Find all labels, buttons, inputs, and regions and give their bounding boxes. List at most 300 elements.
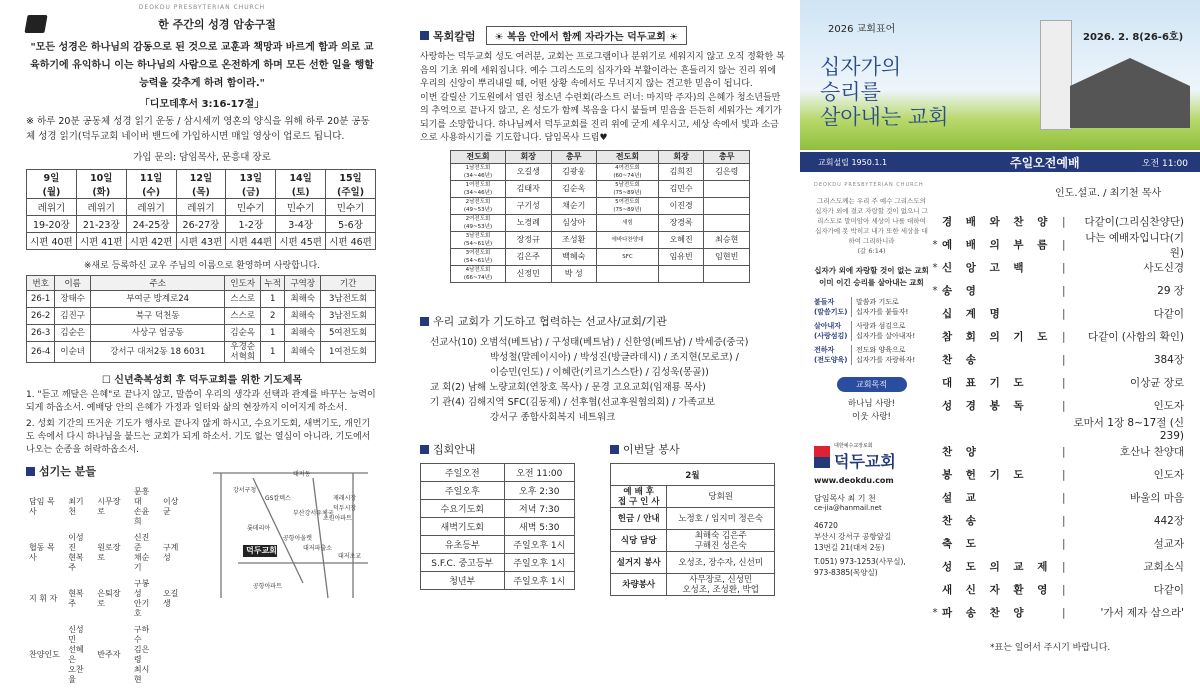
dept-cell: 임현빈 — [704, 249, 750, 266]
server-cell: 구계성 — [162, 543, 179, 562]
prayer-2: 2. 성회 기간의 뜨거운 기도가 행사로 끝나지 않게 하시고, 수요기도회, 새벽기도, 개인기도 속에서 다시 하나님을 붙드는 교회가 되게 하소서. 기도 없는 열심이 아니라, 기도에서 나오는 순종을 허락하옵소서. — [26, 419, 371, 455]
server-cell: 반주자 — [97, 650, 121, 659]
worship-item-value: 교회소식 — [1143, 561, 1184, 573]
bullet-square-icon — [420, 317, 429, 326]
column-text: 사랑하는 덕두교회 성도 여러분, 교회는 프로그램이나 분위기로 세워지지 않고 오직 정확한 복음의 기초 위에 세워집니다. 예수 그리스도의 십자가와 부활이라는 흔들리지 않는 진리 위에 우리의 신앙이 뿌리내릴 때, 어떤 상황 속에서도 무너지지 않는 견고한 믿음이 됩니다. 이번 갈릴산 기도원에서 열린 청소년 수련회(라스트 러너: 마지막 주자)의 은혜가 청소년들만의 추억으로 끝나지 않고, 온 성도가 함께 복음을 다시 붙들며 믿음을 든든히 세워가는 계기가 되기를 소망합니다. 하나님께서 덕두교회를 진리 위에 굳게 세우시고, 세상 속에서 빛과 소금으로 사용하시기를 기도합니다. 담임목사 드림♥ — [420, 52, 785, 143]
mission-line: 기 관(4) 김해지역 SFC(김동제) / 선후협(선교후원협의회) / 가족교보 — [430, 397, 716, 408]
verse-text: "모든 성경은 하나님의 감동으로 된 것으로 교훈과 책망과 바르게 함과 의로 교육하기에 유익하니 이는 하나님의 사람으로 온전하게 하며 모든 선한 일을 행할 능력을 갖추게 하려 함이라." — [30, 42, 374, 89]
calendar-cell: 13일 (금) — [226, 170, 276, 199]
dept-cell: 임유빈 — [658, 249, 704, 266]
logo-small-text: 대한예수교장로회 — [834, 443, 873, 449]
slogan-item — [814, 297, 929, 317]
register-cell: 스스로 — [225, 291, 261, 308]
register-cell: 26-3 — [27, 325, 55, 342]
dept-cell: 에바다찬양대 — [597, 232, 659, 249]
dept-cell: 김희진 — [658, 164, 704, 181]
register-header: 번호 — [27, 276, 55, 291]
table-row — [27, 325, 376, 342]
calendar-cell: 3-4장 — [276, 216, 326, 233]
divider: | — [1062, 583, 1066, 596]
register-cell: 김순은 — [55, 325, 91, 342]
register-cell: 최해숙 — [285, 308, 321, 325]
dept-cell: 오길생 — [505, 164, 551, 181]
calendar-cell: 시편 40편 — [27, 233, 77, 250]
church-logo-icon — [814, 446, 830, 468]
serve-cell: 차량봉사 — [611, 574, 667, 596]
prayer-title: ☐ 신년축복성회 후 덕두교회를 위한 기도제목 — [101, 375, 303, 386]
dept-cell: 김순옥 — [551, 181, 597, 198]
register-cell: 최해숙 — [285, 325, 321, 342]
worship-item-value: 나는 예배자입니다(기원) — [1085, 231, 1184, 259]
mission-line: 선교사(10) 오범석(베트남) / 구성태(베트남) / 신한영(베트남) / 박세증(중국) — [430, 337, 749, 348]
divider: | — [1062, 215, 1066, 228]
register-cell: 김순옥 — [225, 325, 261, 342]
dept-cell: 백혜숙 — [551, 249, 597, 266]
church-building-icon — [1040, 20, 1072, 130]
worship-item — [928, 440, 1200, 463]
worship-item — [928, 486, 1200, 509]
dept-cell: 1여전도회 (34~46년) — [451, 181, 506, 198]
calendar-cell: 시편 44편 — [226, 233, 276, 250]
dept-cell: 장정규 — [505, 232, 551, 249]
email: ce-jia@hanmail.net — [814, 504, 882, 512]
dept-header: 회장 — [658, 150, 704, 164]
slogan-item-key: 붙들자 (말씀기도) — [814, 297, 852, 317]
worship-item — [928, 601, 1200, 624]
bullet-square-icon — [420, 445, 429, 454]
server-cell: 구하수 김은령 최시현 — [133, 625, 150, 684]
stand-mark: * — [932, 284, 938, 297]
table-row — [27, 342, 376, 363]
panel-left — [0, 0, 392, 684]
calendar-cell: 10일 (화) — [76, 170, 126, 199]
calendar-cell: 시편 43편 — [176, 233, 226, 250]
mission-line: 박성철(말레이시아) / 박성진(방글라데시) / 조지현(모로코) / — [490, 352, 739, 363]
worship-item — [928, 348, 1200, 371]
worship-item — [928, 463, 1200, 486]
order-of-worship — [928, 210, 1200, 624]
register-cell: 북구 덕천동 — [91, 308, 225, 325]
meeting-cell: 주일오후 1시 — [504, 554, 574, 572]
calendar-cell: 레위기 — [126, 199, 176, 216]
worship-item-value: 호산나 찬양대 — [1119, 446, 1184, 458]
pastor-name: 담임목사 최 기 천 — [814, 494, 876, 503]
reading-contact: 가입 문의: 담임목사, 문흥대 장로 — [133, 152, 271, 163]
goal-text: 하나님 사랑! 이웃 사랑! — [847, 399, 896, 422]
register-table — [26, 275, 376, 363]
dept-cell: 2여전도회 (49~53년) — [451, 215, 506, 232]
calendar-cell: 시편 46편 — [326, 233, 376, 250]
map-label: 덕두시장 — [333, 505, 357, 512]
worship-item-label: 찬 송 — [942, 515, 981, 527]
register-cell: 1 — [261, 342, 285, 363]
worship-item-label: 송 영 — [942, 285, 981, 297]
service-title: 주일오전예배 — [1010, 155, 1080, 170]
worship-item-label: 경 배 와 찬 양 — [942, 216, 1053, 228]
meeting-cell: 유초등부 — [421, 536, 505, 554]
map-label: 롯데리아 — [247, 525, 271, 532]
register-note: ※새로 등록하신 교우 주님의 이름으로 환영하며 사랑합니다. — [83, 261, 321, 271]
register-cell: 1 — [261, 325, 285, 342]
calendar-cell: 24-25장 — [126, 216, 176, 233]
meeting-cell: S.F.C. 중고등부 — [421, 554, 505, 572]
register-header: 누적 — [261, 276, 285, 291]
website: www.deokdu.com — [814, 476, 894, 485]
register-header: 이름 — [55, 276, 91, 291]
worship-item — [928, 555, 1200, 578]
panel-right — [800, 0, 1200, 658]
calendar-cell: 레위기 — [176, 199, 226, 216]
divider: | — [1062, 468, 1066, 481]
dept-cell: 장경록 — [658, 215, 704, 232]
dept-cell: 노경례 — [505, 215, 551, 232]
dept-cell: 박 성 — [551, 266, 597, 283]
worship-item-label: 찬 송 — [942, 354, 981, 366]
verse-title: 한 주간의 성경 암송구절 — [158, 18, 276, 31]
divider: | — [1062, 284, 1066, 297]
server-cell: 신성민 선혜은 오찬율 — [68, 625, 84, 684]
dept-header: 총무 — [551, 150, 597, 164]
dept-cell: 오혜진 — [658, 232, 704, 249]
motto: 십자가의 승리를 살아내는 교회 — [820, 55, 949, 129]
stand-mark: * — [932, 238, 938, 251]
dept-cell — [704, 198, 750, 215]
dept-cell — [704, 266, 750, 283]
map-label: 부산강서우체국 — [293, 510, 334, 517]
dept-cell: 1남전도회 (34~46년) — [451, 164, 506, 181]
server-cell: 담임 목사 — [29, 497, 55, 516]
server-cell: 찬양인도 — [29, 650, 60, 659]
meeting-title: 집회안내 — [433, 443, 476, 456]
meeting-cell: 저녁 7:30 — [504, 500, 574, 518]
dept-header: 전도회 — [597, 150, 659, 164]
serve-cell: 설거지 봉사 — [611, 552, 667, 574]
calendar-cell: 시편 45편 — [276, 233, 326, 250]
serve-cell: 오성조, 장수자, 신선미 — [667, 552, 775, 574]
dept-header: 총무 — [704, 150, 750, 164]
serve-title: 이번달 봉사 — [623, 443, 680, 456]
worship-item — [928, 394, 1200, 417]
calendar-cell: 11일 (수) — [126, 170, 176, 199]
calendar-cell: 15일 (주일) — [326, 170, 376, 199]
divider: | — [1062, 606, 1066, 619]
worship-item — [928, 417, 1200, 440]
meeting-cell: 주일오후 — [421, 482, 505, 500]
worship-item-value: 바울의 마음 — [1129, 492, 1184, 504]
mission-line: 이승민(인도) / 이혜란(키르기스스탄) / 김성욱(몽골)) — [490, 367, 709, 378]
dept-cell: SFC — [597, 249, 659, 266]
worship-item-value: 로마서 1장 8~17절 (신 239) — [1073, 417, 1184, 442]
dept-cell: 4여전도회 (60~74년) — [597, 164, 659, 181]
worship-item-value: 29 장 — [1157, 285, 1184, 297]
slogan-item — [814, 345, 929, 365]
leader-line: 인도.설교. / 최기천 목사 — [1055, 188, 1162, 199]
worship-item-value: 다같이(그리심찬양단) — [1084, 216, 1184, 228]
worship-item-value: 인도자 — [1153, 469, 1184, 481]
server-cell — [160, 622, 189, 688]
server-cell: 현복주 — [68, 589, 84, 608]
worship-item-value: 인도자 — [1153, 400, 1184, 412]
mission-title: 우리 교회가 기도하고 협력하는 선교사/교회/기관 — [433, 315, 667, 328]
dept-cell: 김민수 — [658, 181, 704, 198]
server-cell: 원로장로 — [97, 543, 121, 562]
logo-text: 덕두교회 — [834, 452, 896, 471]
meeting-cell: 오전 11:00 — [504, 464, 574, 482]
register-cell: 최해숙 — [285, 291, 321, 308]
server-cell: 시무장로 — [97, 497, 121, 516]
divider: | — [1062, 261, 1066, 274]
server-cell: 이상균 — [162, 497, 179, 516]
worship-item — [928, 256, 1200, 279]
bible-icon — [24, 15, 47, 33]
dept-cell: 3여전도회 (54~61년) — [451, 249, 506, 266]
meeting-cell: 주일오전 — [421, 464, 505, 482]
worship-item-label: 십 계 명 — [942, 308, 1005, 320]
map-label: GS칼텍스 — [265, 495, 291, 502]
meeting-cell: 주일오후 1시 — [504, 572, 574, 590]
server-cell: 은퇴장로 — [97, 589, 121, 608]
slogan-item-text: 말씀과 기도로 십자가를 붙들자! — [856, 298, 909, 316]
column-heading: ☀ 복음 안에서 함께 자라가는 덕두교회 ☀ — [486, 26, 688, 45]
calendar-cell: 민수기 — [276, 199, 326, 216]
dept-cell: 조성환 — [551, 232, 597, 249]
meeting-cell: 수요기도회 — [421, 500, 505, 518]
divider: | — [1062, 537, 1066, 550]
map-label: 대저동 — [293, 471, 311, 478]
meeting-cell: 오후 2:30 — [504, 482, 574, 500]
divider: | — [1062, 238, 1066, 251]
serve-cell: 사무장로, 신성민 오성조, 조성환, 박업 — [667, 574, 775, 596]
slogan-item-key: 살아내자 (사랑섬김) — [814, 321, 852, 341]
worship-item-label: 성 도 의 교 제 — [942, 561, 1053, 573]
calendar-cell: 19-20장 — [27, 216, 77, 233]
server-cell: 구봉성 안기호 — [133, 579, 150, 618]
reading-calendar — [26, 169, 376, 250]
server-cell: 협동 목사 — [29, 543, 55, 562]
church-roof — [1070, 58, 1190, 128]
worship-item-value: 442장 — [1153, 515, 1184, 527]
worship-item-label: 봉 헌 기 도 — [942, 469, 1029, 481]
divider: | — [1062, 491, 1066, 504]
serve-month: 2월 — [611, 464, 775, 486]
service-time: 오전 11:00 — [1141, 158, 1188, 169]
slogan-item-key: 전하자 (전도양육) — [814, 345, 852, 365]
divider: | — [1062, 376, 1066, 389]
motto-year: 2026 교회표어 — [828, 24, 896, 35]
map-label: 대저초교 — [338, 553, 362, 560]
worship-item-value: 사도신경 — [1143, 262, 1184, 274]
divider: | — [1062, 399, 1066, 412]
church-en-label: DEOKDU PRESBYTERIAN CHURCH — [138, 4, 266, 11]
goal-title: 교회목적 — [837, 377, 907, 392]
calendar-cell: 민수기 — [226, 199, 276, 216]
calendar-cell: 14일 (토) — [276, 170, 326, 199]
dept-cell: 4남전도회 (66~74년) — [451, 266, 506, 283]
hymn-verse: 그리스도께는 우리 주 예수 그리스도의 십자가 외에 결코 자랑할 것이 없으니 그리스도로 말미암아 세상이 나를 대하여 십자가에 못 박히고 내가 또한 세상을 대하여 그리하니라 — [815, 197, 928, 245]
serve-cell: 당회원 — [667, 486, 775, 508]
register-cell: 최해숙 — [285, 342, 321, 363]
dept-cell: 심상아 — [551, 215, 597, 232]
issue-date: 2026. 2. 8(26-6호) — [1083, 32, 1184, 43]
worship-item-label: 새 신 자 환 영 — [942, 584, 1053, 596]
mission-line: 교 회(2) 남해 노량교회(연창호 목사) / 문경 고요교회(임재룡 목사) — [430, 382, 706, 393]
dept-cell: 5남전도회 (75~89년) — [597, 181, 659, 198]
dept-cell: 최승현 — [704, 232, 750, 249]
worship-item-label: 파 송 찬 양 — [942, 607, 1029, 619]
dept-cell: 구기성 — [505, 198, 551, 215]
serve-table — [610, 463, 775, 596]
worship-item-value: 이상균 장로 — [1129, 377, 1184, 389]
register-header: 구역장 — [285, 276, 321, 291]
founded-bar — [800, 152, 1200, 172]
table-row — [27, 308, 376, 325]
register-cell: 2 — [261, 308, 285, 325]
worship-item-label: 축 도 — [942, 538, 981, 550]
worship-item-label: 참 회 의 기 도 — [942, 331, 1053, 343]
footer-note: *표는 일어서 주시기 바랍니다. — [990, 643, 1111, 653]
dept-cell: 새힘 — [597, 215, 659, 232]
slogan-item-text: 전도와 양육으로 십자가를 자랑하자! — [856, 346, 916, 364]
dept-cell: 2남전도회 (49~53년) — [451, 198, 506, 215]
phone: T.051) 973-1253(사무실), 973-8385(목양실) — [814, 557, 906, 577]
divider: | — [1062, 307, 1066, 320]
department-table — [450, 150, 750, 284]
divider: | — [1062, 330, 1066, 343]
server-cell: 이성진 현복주 — [68, 533, 84, 572]
server-cell: 최기천 — [68, 497, 84, 516]
dept-cell: 채순기 — [551, 198, 597, 215]
server-cell: 신진준 채순기 — [133, 533, 150, 572]
worship-item — [928, 325, 1200, 348]
dept-cell: 5여전도회 (75~89년) — [597, 198, 659, 215]
server-cell: 지 휘 자 — [29, 594, 58, 603]
worship-item-value: 다같이 — [1153, 584, 1184, 596]
register-cell: 강서구 대저2동 18 6031 — [91, 342, 225, 363]
register-cell: 우경순 서혁희 — [225, 342, 261, 363]
worship-item-value: 다같이 (사함의 확인) — [1087, 331, 1184, 343]
worship-item — [928, 302, 1200, 325]
verse-ref: 「디모데후서 3:16-17절」 — [139, 99, 265, 110]
dept-cell: 김태자 — [505, 181, 551, 198]
dept-cell: 이진경 — [658, 198, 704, 215]
divider: | — [1062, 514, 1066, 527]
divider: | — [1062, 353, 1066, 366]
worship-item — [928, 509, 1200, 532]
register-cell: 이순녀 — [55, 342, 91, 363]
serve-cell: 최해숙 김은주 구해진 성은숙 — [667, 530, 775, 552]
meeting-cell: 청년부 — [421, 572, 505, 590]
worship-item-label: 신 앙 고 백 — [942, 262, 1029, 274]
dept-cell: 신정민 — [505, 266, 551, 283]
worship-item — [928, 578, 1200, 601]
worship-item-value: 다같이 — [1153, 308, 1184, 320]
server-cell: 오길생 — [162, 589, 179, 608]
calendar-cell: 레위기 — [76, 199, 126, 216]
map-label: 재래시장 — [333, 495, 357, 502]
meeting-table — [420, 463, 575, 590]
map-label: 강서구청 — [233, 487, 257, 494]
worship-item-value: 384장 — [1153, 354, 1184, 366]
worship-item-value: '가서 제자 삼으라' — [1100, 607, 1184, 619]
servers-title: 섬기는 분들 — [39, 465, 96, 478]
divider: | — [1062, 560, 1066, 573]
dept-cell: 3남전도회 (54~61년) — [451, 232, 506, 249]
dept-header: 회장 — [505, 150, 551, 164]
worship-item — [928, 231, 1200, 259]
worship-item-label: 대 표 기 도 — [942, 377, 1029, 389]
worship-item — [928, 532, 1200, 555]
calendar-cell: 1-2장 — [226, 216, 276, 233]
dept-cell: 김은주 — [505, 249, 551, 266]
register-cell: 5여전도회 — [321, 325, 376, 342]
map-church-label: 덕두교회 — [246, 546, 277, 555]
worship-item — [928, 371, 1200, 394]
map-label: 초원아파트 — [323, 515, 352, 522]
servers-table — [26, 484, 189, 688]
address: 46720 부산시 강서구 공항앞길 13번길 21(대저 2동) — [814, 521, 892, 552]
register-cell: 김진구 — [55, 308, 91, 325]
register-cell: 사상구 엄궁동 — [91, 325, 225, 342]
calendar-cell: 9일 (월) — [27, 170, 77, 199]
worship-item-label: 예 배 의 부 름 — [942, 239, 1053, 251]
calendar-cell: 5-6장 — [326, 216, 376, 233]
stand-mark: * — [932, 261, 938, 274]
slogan-list — [814, 297, 929, 365]
serve-cell: 헌금 / 안내 — [611, 508, 667, 530]
calendar-cell: 26-27장 — [176, 216, 226, 233]
meeting-cell: 새벽기도회 — [421, 518, 505, 536]
serve-cell: 노정호 / 임지미 정은숙 — [667, 508, 775, 530]
register-cell: 부여군 방계로24 — [91, 291, 225, 308]
register-header: 인도자 — [225, 276, 261, 291]
dept-header: 전도회 — [451, 150, 506, 164]
register-cell: 1 — [261, 291, 285, 308]
calendar-cell: 시편 41편 — [76, 233, 126, 250]
map-label: 공항아파트 — [253, 583, 282, 590]
serve-cell: 예 배 후 접 구 인 사 — [611, 486, 667, 508]
serve-cell: 식당 담당 — [611, 530, 667, 552]
dept-cell — [704, 181, 750, 198]
calendar-cell: 21-23장 — [76, 216, 126, 233]
location-map — [193, 463, 378, 603]
calendar-cell: 민수기 — [326, 199, 376, 216]
dept-cell — [597, 266, 659, 283]
bullet-square-icon — [420, 31, 429, 40]
register-cell: 3남전도회 — [321, 291, 376, 308]
meeting-cell: 주일오후 1시 — [504, 536, 574, 554]
register-cell: 26-2 — [27, 308, 55, 325]
register-cell: 26-4 — [27, 342, 55, 363]
slogan-item-text: 사랑과 섬김으로 십자가를 살아내자! — [856, 322, 916, 340]
dept-cell: 김광웅 — [551, 164, 597, 181]
worship-item-value: 설교자 — [1153, 538, 1184, 550]
table-row — [27, 291, 376, 308]
calendar-cell: 시편 42편 — [126, 233, 176, 250]
dept-cell: 김은령 — [704, 164, 750, 181]
stand-mark: * — [932, 606, 938, 619]
register-cell: 스스로 — [225, 308, 261, 325]
mission-line: 강서구 종합사회복지 네트워크 — [490, 412, 616, 423]
map-label: 공항아울렛 — [283, 535, 312, 542]
worship-item-label: 설 교 — [942, 492, 981, 504]
register-cell: 장태수 — [55, 291, 91, 308]
meeting-cell: 새벽 5:30 — [504, 518, 574, 536]
register-header: 주소 — [91, 276, 225, 291]
worship-item-label: 찬 양 — [942, 446, 981, 458]
register-header: 기간 — [321, 276, 376, 291]
founded-text: 교회설립 1950.1.1 — [818, 157, 888, 167]
register-cell: 1여전도회 — [321, 342, 376, 363]
